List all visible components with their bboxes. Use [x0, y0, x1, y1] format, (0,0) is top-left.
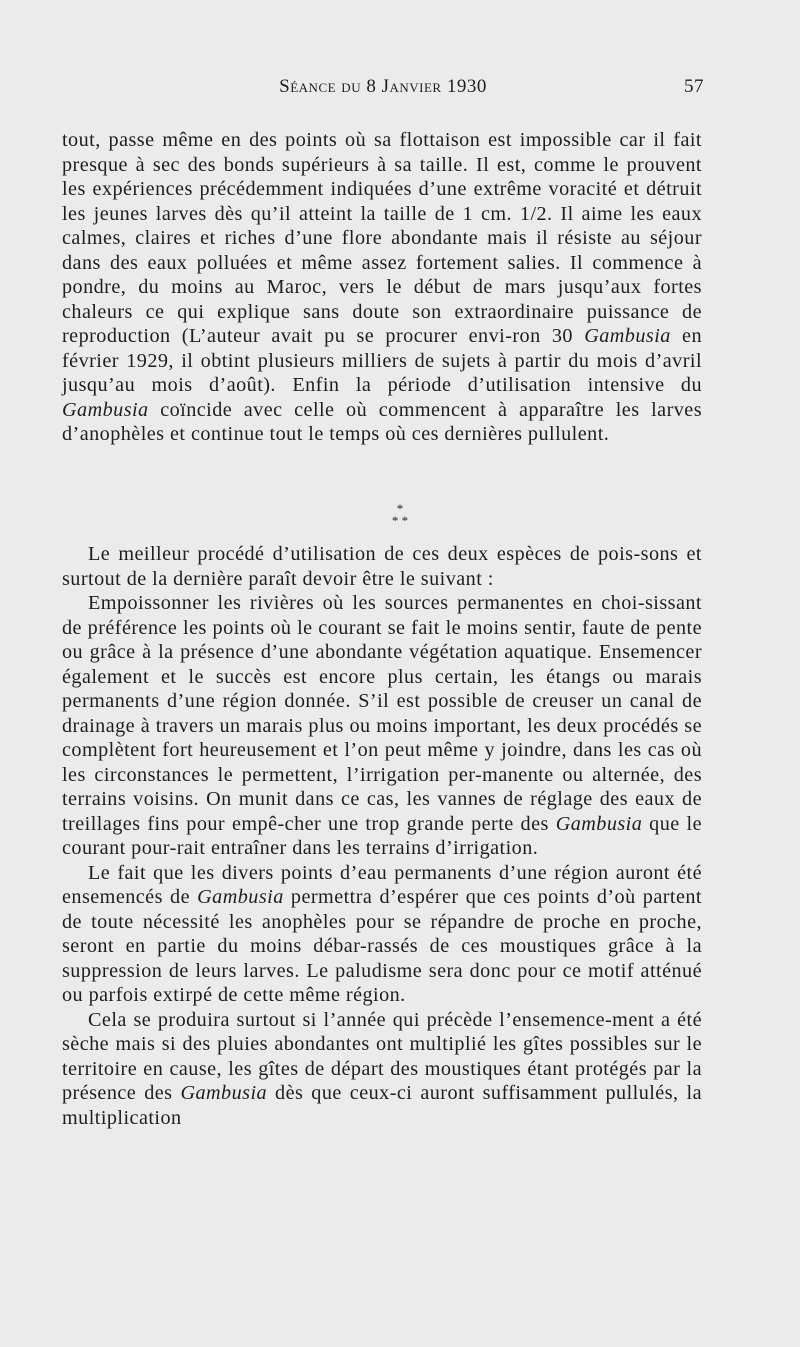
text-run: coïncide avec celle où commencent à apparaître les larves d’anophèles et continue tout le temps où ces dernières pullulent.: [62, 398, 702, 445]
species-name: Gambusia: [555, 812, 643, 835]
paragraph-continued: [62, 128, 702, 447]
page-header: [62, 76, 704, 110]
text-run: dès que ceux-ci auront suffisamment pullulés, la multiplication: [62, 1082, 702, 1129]
text-run: que le courant pour-rait entraîner dans les terrains d’irrigation.: [62, 812, 702, 859]
section-asterism: [0, 503, 800, 527]
text-block-main: [62, 542, 702, 1130]
page-number: 57: [684, 76, 704, 97]
species-name: Gambusia: [62, 398, 149, 421]
text-block-continuation: [62, 128, 702, 447]
text-run: en février 1929, il obtint plusieurs milliers de sujets à partir du mois d’avril jusqu’au mois d’août). Enfin la période d’utilisation intensive du: [62, 325, 703, 396]
asterism-top: *: [396, 501, 404, 516]
text-run: permettra d’espérer que ces points d’où partent de toute nécessité les anophèles pour se répandre de proche en proche, seront en partie du moins débar-rassés de ces moustiques grâce à la suppression de leurs larves. Le paludisme sera donc pour ce motif atténué ou parfois extirpé de cette même région.: [62, 886, 702, 1006]
paragraph: [62, 1008, 702, 1131]
paragraph: [62, 861, 702, 1008]
species-name: Gambusia: [584, 325, 671, 347]
text-run: Empoissonner les rivières où les sources permanentes en choi-sissant de préférence les points où le courant se fait le moins sentir, faute de pente ou grâce à la présence d’une abondante végétation aquatique. Ensemencer également et le succès est encore plus certain, les étangs ou marais permanents d’une région donnée. S’il est possible de creuser un canal de drainage à travers un marais plus ou moins important, les deux procédés se complètent fort heureusement et l’on peut même y joindre, dans les cas où les circonstances le permettent, l’irrigation per-manente ou alternée, des terrains voisins. On munit dans ce cas, les vannes de réglage des eaux de treillages fins pour empê-cher une trop grande perte des: [62, 592, 702, 835]
asterism-bottom: * *: [391, 513, 409, 528]
text-run: tout, passe même en des points où sa flottaison est impossible car il fait presque à sec des bonds supérieurs à sa taille. Il est, comme le prouvent les expériences précédemment indiquées d’une extrême voracité et détruit les jeunes larves dès qu’il atteint la taille de 1 cm. 1/2. Il aime les eaux calmes, claires et riches d’une flore abondante mais il résiste au séjour dans des eaux polluées et même assez fortement salies. Il commence à pondre, du moins au Maroc, vers le début de mars jusqu’aux fortes chaleurs ce qui explique sans doute son extraordinaire puissance de reproduction (L’auteur avait pu se procurer envi-ron 30: [62, 129, 702, 347]
paragraph: Le meilleur procédé d’utilisation de ces deux espèces de pois-sons et surtout de la dernière paraît devoir être le suivant :: [62, 543, 702, 590]
text-run: Cela se produira surtout si l’année qui précède l’ensemence-ment a été sèche mais si des pluies abondantes ont multiplié les gîtes possibles sur le territoire en cause, les gîtes de départ des moustiques étant protégés par la présence des: [62, 1008, 702, 1104]
text-run: Le fait que les divers points d’eau permanents d’une région auront été ensemencés de: [62, 861, 702, 908]
species-name: Gambusia: [180, 1082, 268, 1104]
paragraph: [62, 591, 702, 861]
species-name: Gambusia: [197, 886, 284, 908]
running-title: Séance du 8 Janvier 1930: [279, 76, 487, 97]
